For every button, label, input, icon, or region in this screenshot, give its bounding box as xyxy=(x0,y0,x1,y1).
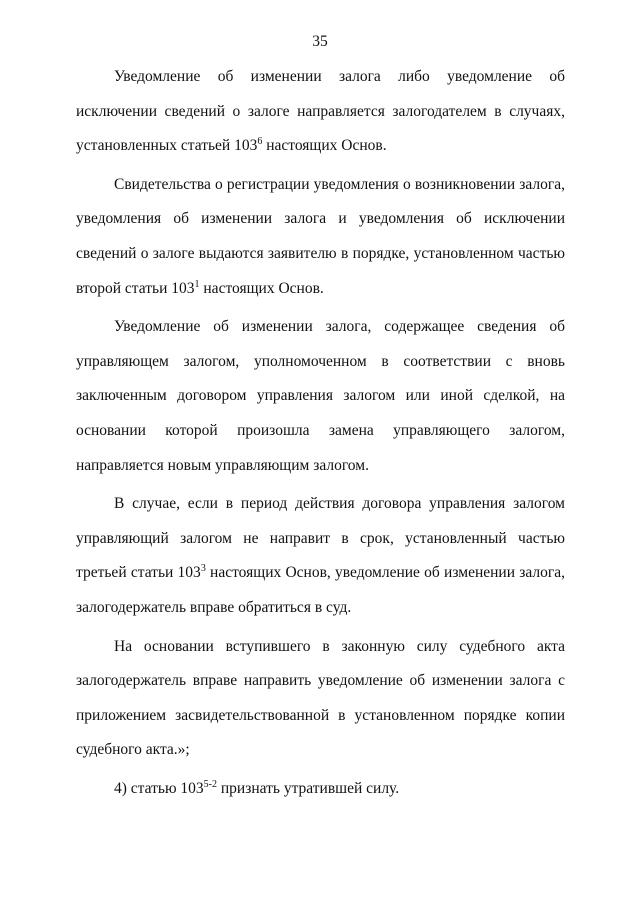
document-body xyxy=(76,60,565,810)
paragraph-manager-notice: Уведомление об изменении залога, содержащее сведения об управляющем залогом, уполномоченном в соответствии с вновь заключенным договором управления залогом или иной сделкой, на основании которой произошла замена управляющего залогом, направляется новым управляющим залогом. xyxy=(76,318,565,474)
paragraph-text: 4) статью 103 xyxy=(114,779,204,797)
paragraph-court-act: На основании вступившего в законную силу судебного акта залогодержатель вправе направить уведомление об изменении залога с приложением засвидетельствованной в установленном порядке копии судебного акта.»; xyxy=(76,637,565,759)
paragraph-notice-change xyxy=(76,60,565,164)
superscript-index: 3 xyxy=(200,563,206,575)
page-number: 35 xyxy=(312,33,328,50)
superscript-index: 1 xyxy=(194,278,200,290)
paragraph-text: настоящих Основ, уведомление об изменении залога, залогодержатель вправе обратиться в суд. xyxy=(76,564,565,616)
paragraph-repeal xyxy=(76,772,565,807)
paragraph-text: настоящих Основ. xyxy=(262,137,387,155)
superscript-index: 5-2 xyxy=(203,778,217,790)
paragraph-text: Свидетельства о регистрации уведомления о возникновении залога, уведомления об изменении залога и уведомления об исключении сведений о залоге выдаются заявителю в порядке, установленном частью второй статьи 103 xyxy=(76,175,565,297)
paragraph-court xyxy=(76,487,565,625)
paragraph-certificates xyxy=(76,168,565,306)
superscript-index: 6 xyxy=(257,136,263,148)
paragraph-text: настоящих Основ. xyxy=(199,279,324,297)
paragraph-text: признать утратившей силу. xyxy=(217,779,400,797)
paragraph-text: В случае, если в период действия договора управления залогом управляющий залогом не направит в срок, установленный частью третьей статьи 103 xyxy=(76,495,565,582)
paragraph-text: Уведомление об изменении залога либо уведомление об исключении сведений о залоге направляется залогодателем в случаях, установленных статьей 103 xyxy=(76,68,565,155)
